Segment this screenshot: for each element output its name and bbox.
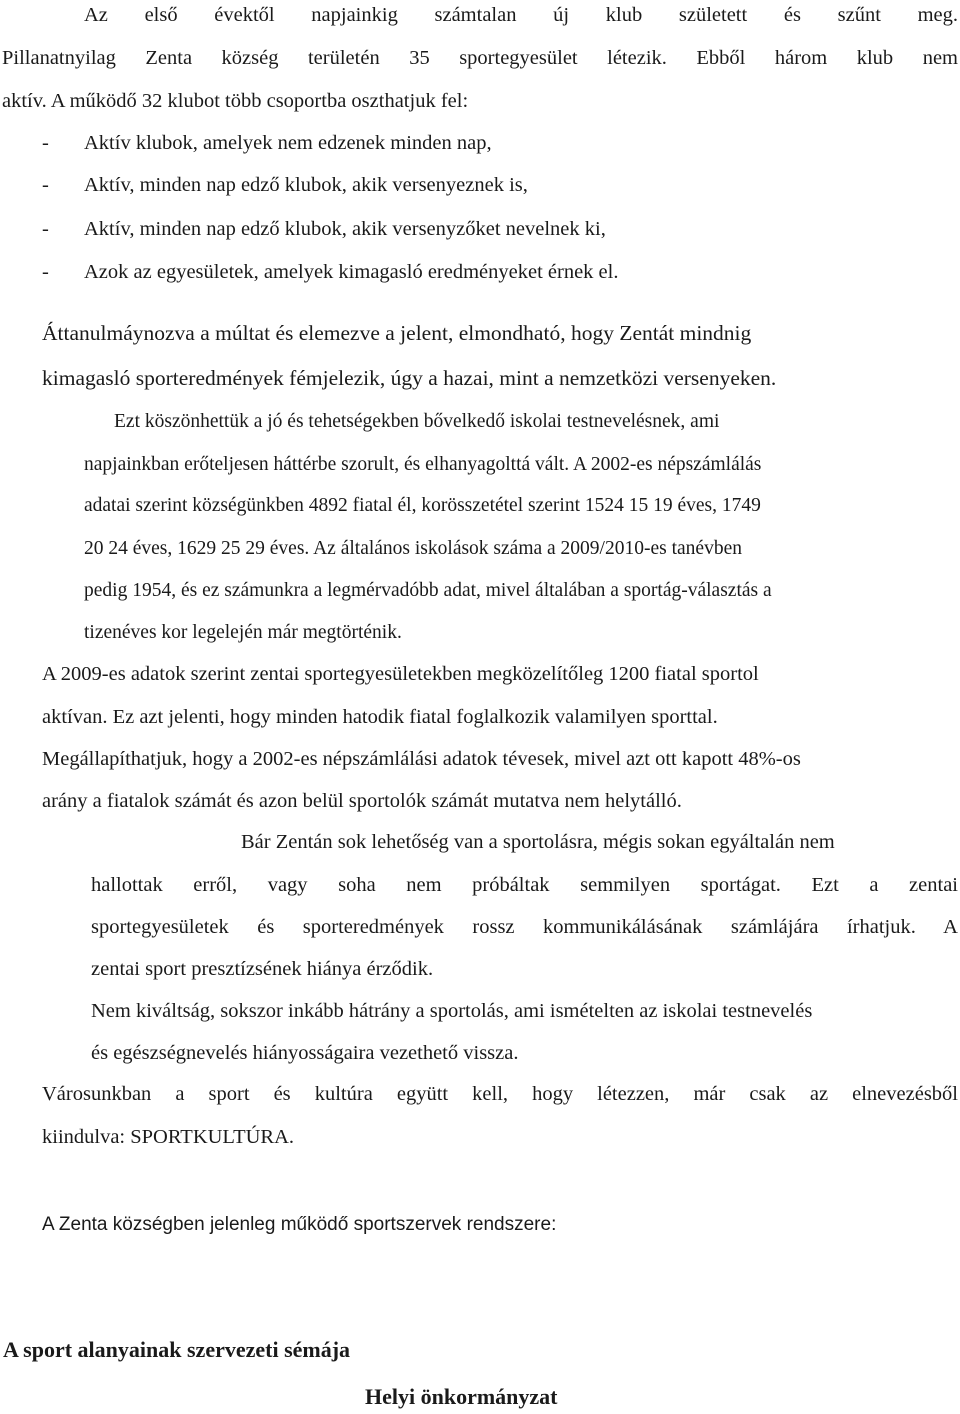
list-item — [42, 130, 782, 156]
school-line-6: tizenéves kor legelején már megtörténik. — [84, 622, 402, 643]
list-item-text: Azok az egyesületek, amelyek kimagasló eredményeket érnek el. — [84, 261, 619, 283]
communication-line-3: sportegyesületek és sporteredmények rossz kommunikálásának számlájára írhatjuk. A — [91, 916, 958, 938]
communication-line-4: zentai sport presztízsének hiánya érződik. — [91, 958, 434, 980]
culture-line-2: kiindulva: SPORTKULTÚRA. — [42, 1126, 295, 1148]
list-item-text: Aktív klubok, amelyek nem edzenek minden nap, — [84, 132, 492, 154]
stats-line-1: A 2009-es adatok szerint zentai sportegyesületekben megközelítőleg 1200 fiatal sportol — [42, 663, 759, 685]
communication-line-1: Bár Zentán sok lehetőség van a sportolásra, mégis sokan egyáltalán nem — [241, 831, 835, 853]
disadvantage-line-2: és egészségnevelés hiányosságaira vezethető vissza. — [91, 1042, 519, 1064]
stats-line-2: aktívan. Ez azt jelenti, hogy minden hatodik fiatal foglalkozik valamilyen sporttal. — [42, 706, 718, 728]
disadvantage-line-1: Nem kiváltság, sokszor inkább hátrány a sportolás, ami ismételten az iskolai testnevelés — [91, 1000, 813, 1022]
stats-line-4: arány a fiatalok számát és azon belül sportolók számát mutatva nem helytálló. — [42, 790, 682, 812]
school-line-3: adatai szerint községünkben 4892 fiatal él, korösszetétel szerint 1524 15 19 éves, 1749 — [84, 495, 761, 516]
history-line-2: kimagasló sporteredmények fémjelezik, úgy a hazai, mint a nemzetközi versenyeken. — [42, 366, 777, 390]
list-item — [42, 259, 802, 285]
culture-line-1: Városunkban a sport és kultúra együtt kell, hogy létezzen, már csak az elnevezésből — [42, 1083, 958, 1105]
school-line-1: Ezt köszönhettük a jó és tehetségekben bővelkedő iskolai testnevelésnek, ami — [114, 411, 720, 432]
org-top-node: Helyi önkormányzat — [365, 1384, 558, 1409]
history-line-1: Áttanulmáynozva a múltat és elemezve a jelent, elmondható, hogy Zentát mindnig — [42, 321, 752, 345]
list-item-text: Aktív, minden nap edző klubok, akik versenyeznek is, — [84, 174, 528, 196]
school-line-4: 20 24 éves, 1629 25 29 éves. Az általános iskolások száma a 2009/2010-es tanévben — [84, 538, 742, 559]
school-line-2: napjainkban erőteljesen háttérbe szorult, és elhanyagolttá vált. A 2002-es népszámlálás — [84, 454, 762, 475]
list-dash: - — [42, 132, 49, 154]
list-dash: - — [42, 174, 49, 196]
list-item-text: Aktív, minden nap edző klubok, akik versenyzőket nevelnek ki, — [84, 218, 606, 240]
intro-line-3: aktív. A működő 32 klubot több csoportba oszthatjuk fel: — [2, 90, 469, 112]
intro-line-1: Az első évektől napjainkig számtalan új klub született és szűnt meg. — [84, 4, 958, 26]
list-dash: - — [42, 218, 49, 240]
stats-line-3: Megállapíthatjuk, hogy a 2002-es népszámlálási adatok tévesek, mivel azt ott kapott 48%-os — [42, 748, 801, 770]
scheme-title: A sport alanyainak szervezeti sémája — [3, 1337, 351, 1362]
list-item — [42, 216, 782, 242]
list-dash: - — [42, 261, 49, 283]
intro-line-2: Pillanatnyilag Zenta község területén 35 sportegyesület létezik. Ebből három klub nem — [2, 47, 958, 69]
school-line-5: pedig 1954, és ez számunkra a legmérvadóbb adat, mivel általában a sportág-választás a — [84, 580, 772, 601]
list-item — [42, 172, 782, 198]
communication-line-2: hallottak erről, vagy soha nem próbáltak semmilyen sportágat. Ezt a zentai — [91, 874, 958, 896]
system-heading: A Zenta községben jelenleg működő sportszervek rendszere: — [42, 1214, 557, 1235]
